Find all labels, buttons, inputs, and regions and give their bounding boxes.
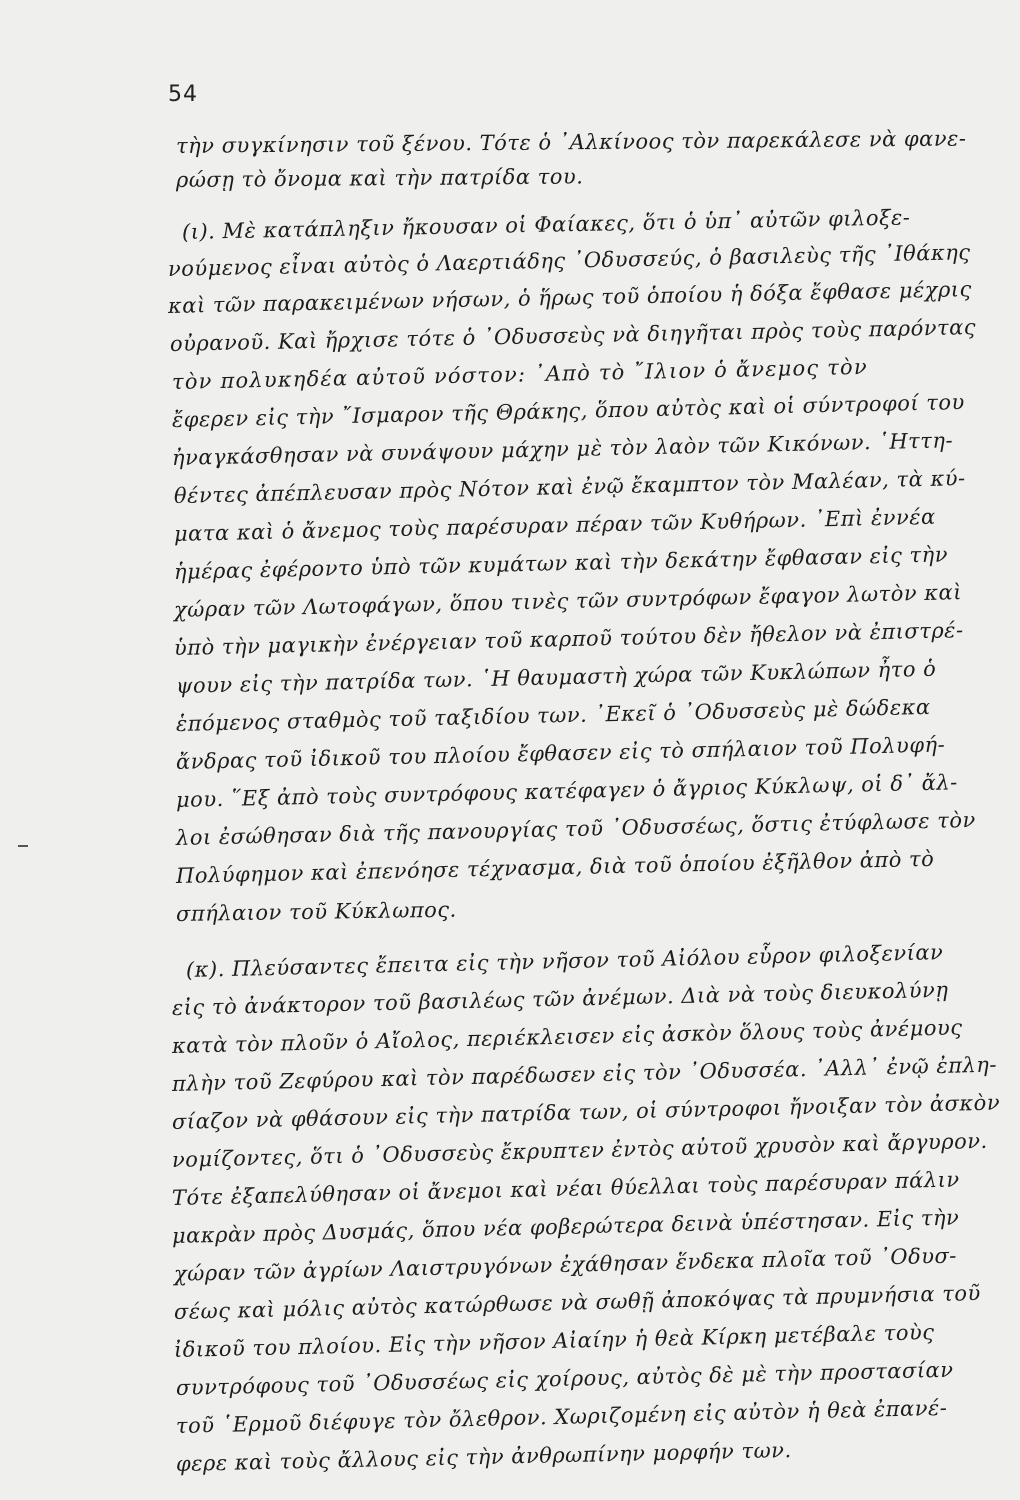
text-line: χώραν τῶν ἀγρίων Λαιστρυγόνων ἐχάθησαν ἕνδεκα πλοῖα τοῦ ᾿Οδυσ- [173, 1243, 958, 1286]
text-line: ματα καὶ ὁ ἄνεμος τοὺς παρέσυραν πέραν τῶν Κυθήρων. ᾿Επὶ ἐννέα [173, 504, 936, 546]
text-line: σίαζον νὰ φθάσουν εἰς τὴν πατρίδα των, οἱ σύντροφοι ἤνοιξαν τὸν ἀσκὸν [171, 1090, 1001, 1134]
text-line: τὸν πολυκηδέα αὐτοῦ νόστον: ᾿Απὸ τὸ ῎Ιλιον ὁ ἄνεμος τὸν [171, 354, 869, 394]
text-line: ἰδικοῦ του πλοίου. Εἰς τὴν νῆσον Αἰαίην ἡ θεὰ Κίρκη μετέβαλε τοὺς [173, 1320, 935, 1362]
text-line: οὐρανοῦ. Καὶ ἤρχισε τότε ὁ ᾿Οδυσσεὺς νὰ διηγῆται πρὸς τοὺς παρόντας [169, 315, 977, 356]
margin-mark [18, 845, 28, 847]
text-line: (ι). Μὲ κατάπληξιν ἤκουσαν οἱ Φαίακες, ὅτι ὁ ὑπ᾿ αὐτῶν φιλοξε- [181, 205, 911, 244]
text-line: νούμενος εἶναι αὐτὸς ὁ Λαερτιάδης ᾿Οδυσσεύς, ὁ βασιλεὺς τῆς ᾿Ιθάκης [167, 240, 971, 281]
text-line: ρώσῃ τὸ ὄνομα καὶ τὴν πατρίδα του. [175, 164, 584, 192]
text-line: τοῦ ῾Ερμοῦ διέφυγε τὸν ὄλεθρον. Χωριζομένη εἰς αὐτὸν ἡ θεὰ ἐπανέ- [175, 1395, 948, 1438]
page-number: 54 [168, 82, 198, 107]
text-line: ψουν εἰς τὴν πατρίδα των. ῾Η θαυμαστὴ χώρα τῶν Κυκλώπων ἦτο ὁ [175, 656, 937, 698]
text-line: μου. ῞Εξ ἀπὸ τοὺς συντρόφους κατέφαγεν ὁ ἄγριος Κύκλωψ, οἱ δ᾿ ἄλ- [175, 770, 958, 812]
text-line: ἡμέρας ἐφέροντο ὑπὸ τῶν κυμάτων καὶ τὴν δεκάτην ἔφθασαν εἰς τὴν [173, 542, 949, 584]
text-line: συντρόφους τοῦ ᾿Οδυσσέως εἰς χοίρους, αὐτὸς δὲ μὲ τὴν προστασίαν [175, 1357, 954, 1400]
text-line: ἑπόμενος σταθμὸς τοῦ ταξιδίου των. ᾿Εκεῖ ὁ ᾿Οδυσσεὺς μὲ δώδεκα [175, 694, 931, 736]
text-line: σέως καὶ μόλις αὐτὸς κατώρθωσε νὰ σωθῇ ἀποκόψας τὰ πρυμνήσια τοῦ [173, 1280, 982, 1324]
text-line: καὶ τῶν παρακειμένων νήσων, ὁ ἥρως τοῦ ὁποίου ἡ δόξα ἔφθασε μέχρις [167, 277, 973, 318]
text-line: τὴν συγκίνησιν τοῦ ξένου. Τότε ὁ ᾿Αλκίνοος τὸν παρεκάλεσε νὰ φανε- [175, 126, 967, 158]
text-line: μακρὰν πρὸς Δυσμάς, ὅπου νέα φοβερώτερα δεινὰ ὑπέστησαν. Εἰς τὴν [171, 1205, 960, 1248]
text-line: ἔφερεν εἰς τὴν ῎Ισμαρον τῆς Θράκης, ὅπου αὐτὸς καὶ οἱ σύντροφοί του [171, 390, 966, 432]
text-line: φερε καὶ τοὺς ἄλλους εἰς τὴν ἀνθρωπίνην μορφήν των. [175, 1438, 792, 1476]
text-line: χώραν τῶν Λωτοφάγων, ὅπου τινὲς τῶν συντρόφων ἔφαγον λωτὸν καὶ [173, 580, 963, 622]
text-line: κατὰ τὸν πλοῦν ὁ Αἴολος, περιέκλεισεν εἰς ἀσκὸν ὅλους τοὺς ἀνέμους [171, 1015, 963, 1058]
text-line: εἰς τὸ ἀνάκτορον τοῦ βασιλέως τῶν ἀνέμων. Διὰ νὰ τοὺς διευκολύνῃ [171, 977, 949, 1020]
text-line: σπήλαιον τοῦ Κύκλωπος. [175, 897, 457, 926]
text-line: νομίζοντες, ὅτι ὁ ᾿Οδυσσεὺς ἔκρυπτεν ἐντὸς αὐτοῦ χρυσὸν καὶ ἄργυρον. [171, 1128, 988, 1172]
text-line: Τότε ἐξαπελύθησαν οἱ ἄνεμοι καὶ νέαι θύελλαι τοὺς παρέσυραν πάλιν [171, 1167, 960, 1210]
text-line: ἄνδρας τοῦ ἰδικοῦ του πλοίου ἔφθασεν εἰς τὸ σπήλαιον τοῦ Πολυφή- [175, 732, 946, 774]
text-line: πλὴν τοῦ Ζεφύρου καὶ τὸν παρέδωσεν εἰς τὸν ᾿Οδυσσέα. ᾿Αλλ᾿ ἐνῷ ἐπλη- [171, 1052, 998, 1096]
text-line: λοι ἐσώθησαν διὰ τῆς πανουργίας τοῦ ᾿Οδυσσέως, ὅστις ἐτύφλωσε τὸν [175, 807, 976, 850]
text-line: θέντες ἀπέπλευσαν πρὸς Νότον καὶ ἐνῷ ἔκαμπτον τὸν Μαλέαν, τὰ κύ- [173, 466, 966, 508]
text-line: ἠναγκάσθησαν νὰ συνάψουν μάχην μὲ τὸν λαὸν τῶν Κικόνων. ῾Ηττη- [171, 428, 954, 470]
text-line: ὑπὸ τὴν μαγικὴν ἐνέργειαν τοῦ καρποῦ τούτου δὲν ἤθελον νὰ ἐπιστρέ- [173, 618, 964, 660]
text-line: Πολύφημον καὶ ἐπενόησε τέχνασμα, διὰ τοῦ ὁποίου ἐξῆλθον ἀπὸ τὸ [175, 846, 935, 888]
text-line: (κ). Πλεύσαντες ἔπειτα εἰς τὴν νῆσον τοῦ Αἰόλου εὗρον φιλοξενίαν [185, 940, 944, 982]
